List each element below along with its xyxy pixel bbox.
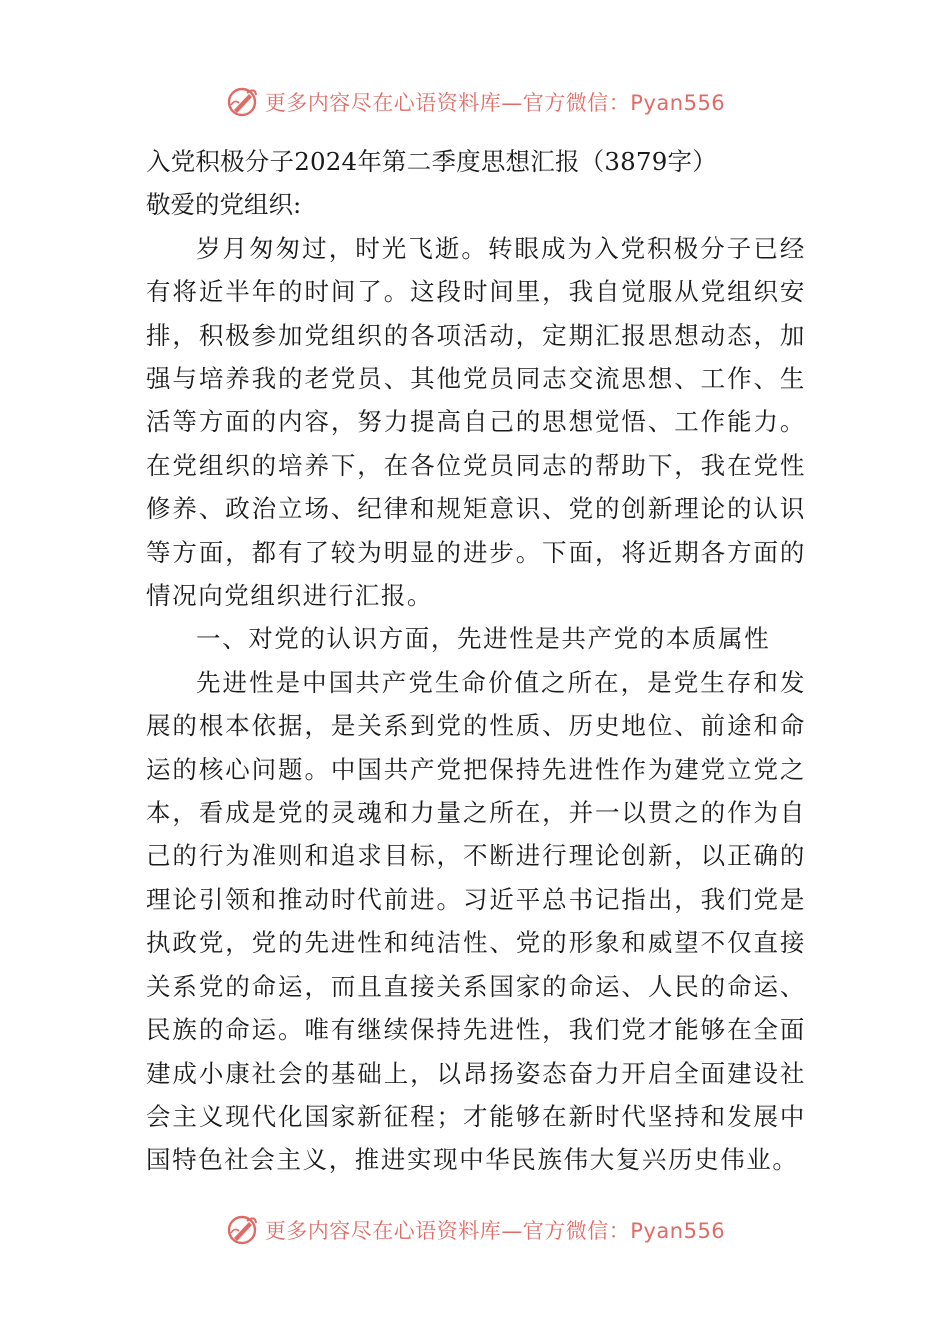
watermark-text: 更多内容尽在心语资料库—官方微信：Pyan556 — [264, 1219, 726, 1243]
intro-paragraph: 岁月匆匆过，时光飞逝。转眼成为入党积极分子已经有将近半年的时间了。这段时间里，我自觉服从党组织安排，积极参加党组织的各项活动，定期汇报思想动态，加强与培养我的老党员、其他党员同志交流思想、工作、生活等方面的内容，努力提高自己的思想觉悟、工作能力。在党组织的培养下，在各位党员同志的帮助下，我在党性修养、政治立场、纪律和规矩意识、党的创新理论的认识等方面，都有了较为明显的进步。下面，将近期各方面的情况向党组织进行汇报。 — [146, 233, 806, 611]
section-heading: 一、对党的认识方面，先进性是共产党的本质属性 — [196, 624, 771, 654]
header-watermark — [0, 82, 950, 122]
footer-watermark — [0, 1210, 950, 1250]
pen-seal-logo-icon — [225, 85, 259, 119]
section-paragraph: 先进性是中国共产党生命价值之所在，是党生存和发展的根本依据，是关系到党的性质、历史地位、前途和命运的核心问题。中国共产党把保持先进性作为建党立党之本，看成是党的灵魂和力量之所在，并一以贯之的作为自己的行为准则和追求目标，不断进行理论创新，以正确的理论引领和推动时代前进。习近平总书记指出，我们党是执政党，党的先进性和纯洁性、党的形象和威望不仅直接关系党的命运，而且直接关系国家的命运、人民的命运、民族的命运。唯有继续保持先进性，我们党才能够在全面建成小康社会的基础上，以昂扬姿态奋力开启全面建设社会主义现代化国家新征程；才能够在新时代坚持和发展中国特色社会主义，推进实现中华民族伟大复兴历史伟业。 — [146, 667, 806, 1175]
watermark-text: 更多内容尽在心语资料库—官方微信：Pyan556 — [264, 91, 726, 115]
pen-seal-logo-icon — [225, 1213, 259, 1247]
document-body — [146, 140, 806, 1182]
salutation: 敬爱的党组织: — [146, 190, 302, 220]
document-title: 入党积极分子2024年第二季度思想汇报（3879字） — [146, 147, 717, 176]
